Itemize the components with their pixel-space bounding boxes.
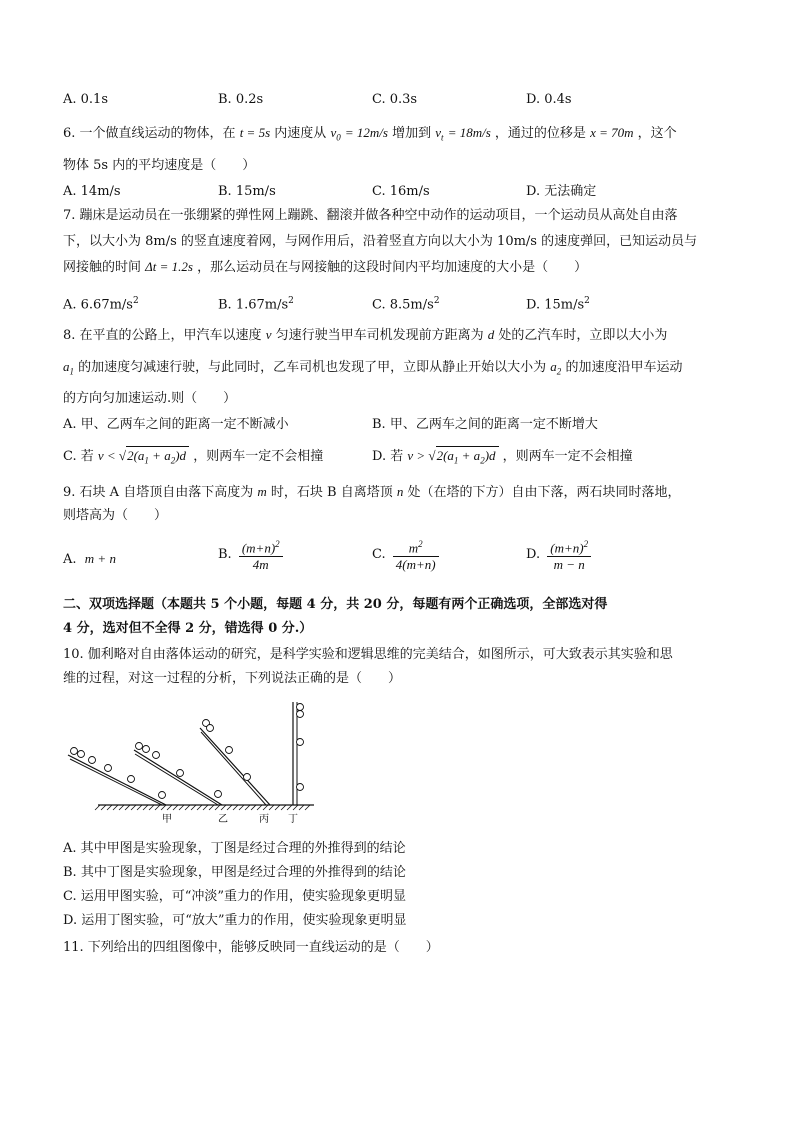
q10-option-a: A. 其中甲图是实验现象，丁图是经过合理的外推得到的结论 (63, 841, 406, 856)
q8-option-c: C. 若 $v < √2(a_1 + a_2)d$ ，则两车一定不会相撞 (63, 446, 323, 470)
q8-optc-formula: $v < √2(a_1 + a_2)d$ (98, 448, 189, 463)
q7-option-c: C. $8.5m/s^2$ (372, 296, 440, 313)
figure-label-yi: 乙 (218, 814, 228, 825)
q5-option-a: A. 0.1s (63, 92, 108, 107)
q5-option-d: D. 0.4s (526, 92, 572, 107)
q9-option-c: C. $\frac{m^2}{4(m+n)}$ (372, 536, 442, 573)
q11-line1: 11. 下列给出的四组图像中，能够反映同一直线运动的是（ ） (63, 940, 439, 955)
q5-option-c: C. 0.3s (372, 92, 418, 107)
q6-option-a: A. 14m/s (63, 184, 121, 199)
q10-option-d: D. 运用丁图实验，可“放大”重力的作用，使实验现象更明显 (63, 913, 407, 928)
q10-option-b: B. 其中丁图是实验现象，甲图是经过合理的外推得到的结论 (63, 865, 406, 880)
q10-line1: 10. 伽利略对自由落体运动的研究，是科学实验和逻辑思维的完美结合，如图所示，可大致表示其实验和思 (63, 647, 673, 662)
q7-option-b: B. $1.67m/s^2$ (218, 296, 294, 313)
q8-a2-symbol: $a_2$ (550, 359, 562, 377)
q7-line3 (63, 258, 587, 277)
q9-n-symbol: n (396, 484, 404, 499)
q6-x-eq: x = 70m (590, 125, 634, 140)
q6-text-e: ，这个 (637, 126, 677, 141)
figure-label-bing: 丙 (259, 814, 269, 825)
q6-line2: 物体 5s 内的平均速度是（ ） (63, 158, 256, 173)
q7-line3-a: 网接触的时间 (63, 260, 142, 275)
q6-vt-eq: = 18m/s (447, 125, 491, 140)
incline-jia (68, 748, 166, 806)
figure-label-jia: 甲 (162, 814, 172, 825)
q9-m-symbol: m (257, 484, 267, 499)
q8-line3: 的方向匀加速运动.则（ ） (63, 391, 237, 406)
q6-line1 (63, 124, 677, 147)
q7-line3-b: ，那么运动员在与网接触的这段时间内平均加速度的大小是（ ） (197, 260, 588, 275)
q9-line1 (63, 483, 681, 502)
q6-text-b: 内速度从 (274, 126, 327, 141)
q9-line1-a: 9. 石块 A 自塔顶自由落下高度为 (63, 485, 254, 500)
q9-line2: 则塔高为（ ） (63, 508, 168, 523)
incline-bing (200, 720, 270, 806)
q8-option-a: A. 甲、乙两车之间的距离一定不断减小 (63, 417, 289, 432)
q6-text-c: 增加到 (392, 126, 432, 141)
q6-option-d: D. 无法确定 (526, 184, 597, 199)
q7-option-d: D. $15m/s^2$ (526, 296, 590, 313)
q6-t-eq: t = 5s (239, 125, 271, 140)
figure-label-ding: 丁 (288, 814, 298, 825)
q9-option-d: D. $\frac{(m+n)^2}{m - n}$ (526, 536, 594, 573)
q6-text-d: ，通过的位移是 (494, 126, 586, 141)
q8-v-symbol: v (265, 327, 272, 342)
q8-line1 (63, 326, 667, 345)
q6-option-c: C. 16m/s (372, 184, 430, 199)
q6-option-b: B. 15m/s (218, 184, 276, 199)
q8-line1-a: 8. 在平直的公路上，甲汽车以速度 (63, 328, 262, 343)
q7-option-a: A. $6.67m/s^2$ (63, 296, 139, 313)
q9-option-b: B. $\frac{(m+n)^2}{4m}$ (218, 536, 286, 573)
galileo-incline-figure (62, 698, 324, 828)
q8-line2-b: 的加速度沿甲车运动 (565, 360, 683, 375)
q8-line1-b: 匀速行驶当甲车司机发现前方距离为 (275, 328, 484, 343)
q7-line1: 7. 蹦床是运动员在一张绷紧的弹性网上蹦跳、翻滚并做各种空中动作的运动项目，一个运动员从高处自由落 (63, 208, 678, 223)
q10-line2: 维的过程，对这一过程的分析，下列说法正确的是（ ） (63, 671, 402, 686)
q8-option-d: D. 若 $v > √2(a_1 + a_2)d$ ，则两车一定不会相撞 (372, 446, 633, 470)
incline-ding (293, 702, 304, 805)
q5-option-b: B. 0.2s (218, 92, 264, 107)
q10-option-c: C. 运用甲图实验，可“冲淡”重力的作用，使实验现象更明显 (63, 889, 407, 904)
q6-text-a: 6. 一个做直线运动的物体，在 (63, 126, 236, 141)
q8-option-b: B. 甲、乙两车之间的距离一定不断增大 (372, 417, 598, 432)
q7-dt-eq: Δt = 1.2s (145, 259, 193, 274)
q6-v0-symbol: $v_0$ (330, 125, 341, 143)
q9-line1-c: 处（在塔的下方）自由下落，两石块同时落地， (407, 485, 681, 500)
section2-heading-line1: 二、双项选择题（本题共 5 个小题，每题 4 分，共 20 分，每题有两个正确选项，全部选对得 (63, 597, 608, 612)
q8-line2 (63, 358, 682, 381)
q8-d-symbol: d (487, 327, 495, 342)
q9-line1-b: 时，石块 B 自离塔顶 (270, 485, 393, 500)
q9-option-a: A. m + n (63, 551, 116, 567)
q8-line1-c: 处的乙汽车时，立即以大小为 (498, 328, 668, 343)
q7-line2: 下，以大小为 8m/s 的竖直速度着网，与网作用后，沿着竖直方向以大小为 10m/s 的速度弹回，已知运动员与 (63, 234, 698, 249)
q8-a1-symbol: $a_1$ (63, 359, 74, 377)
q8-optd-formula: $v > √2(a_1 + a_2)d$ (407, 448, 498, 463)
section2-heading-line2: 4 分，选对但不全得 2 分，错选得 0 分.） (63, 621, 313, 636)
q8-line2-a: 的加速度匀减速行驶，与此同时，乙车司机也发现了甲，立即从静止开始以大小为 (78, 360, 547, 375)
q6-v0-eq: = 12m/s (344, 125, 388, 140)
q6-vt-symbol: $v_t$ (435, 125, 444, 143)
